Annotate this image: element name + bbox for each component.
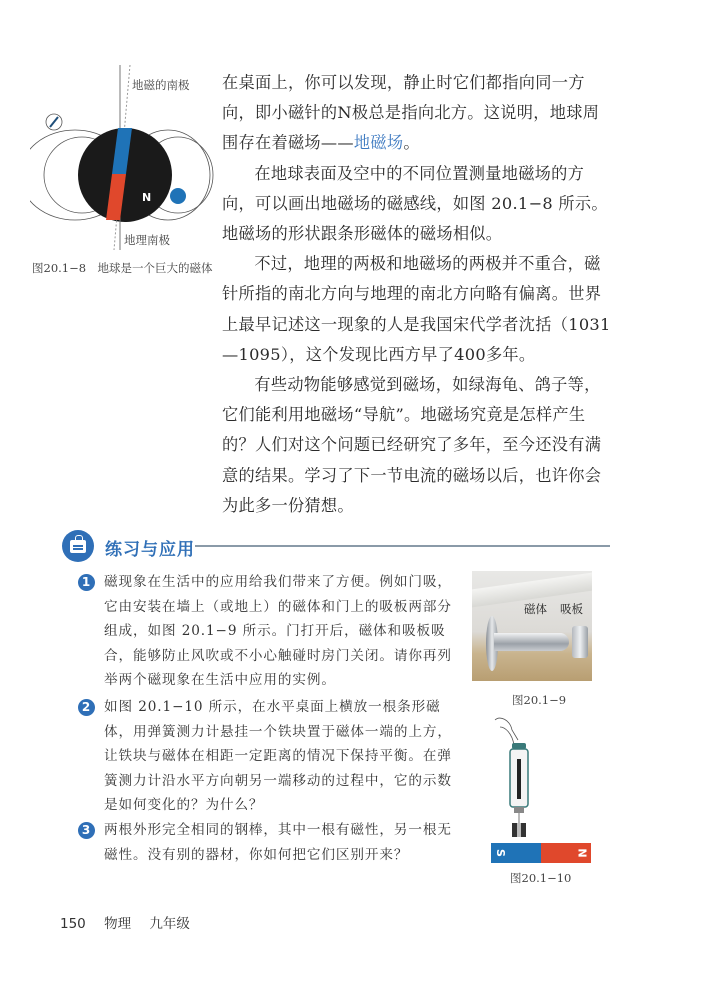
term-geomagnetic-field: 地磁场 — [353, 133, 404, 153]
figure-caption-20-1-10: 图20.1−10 — [510, 871, 572, 885]
paragraph-1: 在桌面上，你可以发现，静止时它们都指向同一方向，即小磁针的N极总是指向北方。这说明，地球周围存在着磁场——地磁场。 — [222, 73, 600, 153]
magnet-s-pole: S — [491, 843, 541, 863]
exercise-text: 两根外形完全相同的钢棒，其中一根有磁性，另一根无磁性。没有别的器材，你如何把它们区别开来？ — [104, 822, 452, 863]
body-text — [222, 68, 614, 521]
page-footer — [60, 912, 204, 932]
page-number: 150 — [60, 916, 86, 932]
label-plate: 吸板 — [560, 602, 583, 616]
exercise-text: 如图 20.1−10 所示，在水平桌面上横放一根条形磁体，用弹簧测力计悬挂一个铁块置于磁体一端的上方，让铁块与磁体在相距一定距离的情况下保持平衡。在弹簧测力计沿水平方向朝另一端移动的过程中，它的示数是如何变化的？为什么？ — [104, 699, 452, 813]
exercise-3 — [80, 818, 465, 867]
label-geomagnetic-south: 地磁的南极 — [132, 78, 190, 92]
exercise-2 — [80, 695, 465, 818]
bar-magnet — [491, 843, 591, 863]
subject: 物理 — [104, 916, 132, 932]
magnet-n-pole: N — [541, 843, 591, 863]
section-title: 练习与应用 — [105, 540, 195, 560]
earth-magnet-diagram — [30, 60, 220, 290]
paragraph-3: 不过，地理的两极和地磁场的两极并不重合，磁针所指的南北方向与地理的南北方向略有偏离。世界上最早记述这一现象的人是我国宋代学者沈括（1031—1095），这个发现比西方早了400多年。 — [222, 254, 611, 364]
paragraph-2: 在地球表面及空中的不同位置测量地磁场的方向，可以画出地磁场的磁感线，如图 20.1−8 所示。地磁场的形状跟条形磁体的磁场相似。 — [222, 163, 608, 244]
exercise-text: 磁现象在生活中的应用给我们带来了方便。例如门吸，它由安装在墙上（或地上）的磁体和门上的吸板两部分组成，如图 20.1−9 所示。门打开后，磁体和吸板吸合，能够防止风吹或不小心触碰时房门关闭。请你再列举两个磁现象在生活中应用的实例。 — [104, 574, 452, 688]
plate — [572, 626, 588, 658]
section-divider — [195, 545, 610, 547]
clipboard-icon — [62, 530, 94, 562]
paragraph-4: 有些动物能够感觉到磁场，如绿海龟、鸽子等，它们能利用地磁场“导航”。地磁场究竟是怎样产生的？人们对这个问题已经研究了多年，至今还没有满意的结果。学习了下一节电流的磁场以后，也许你会为此多一份猜想。 — [222, 375, 602, 515]
figure-caption-20-1-8: 图20.1−8 地球是一个巨大的磁体 — [32, 261, 213, 275]
magnet-body — [494, 633, 569, 651]
label-magnet: 磁体 — [524, 602, 547, 616]
figure-earth-magnet — [30, 60, 220, 290]
figure-caption-20-1-9: 图20.1−9 — [512, 693, 567, 707]
grade: 九年级 — [149, 916, 190, 932]
pole-label-s: S — [149, 112, 157, 125]
exercise-number: 1 — [78, 574, 95, 591]
label-geographic-south: 地理南极 — [124, 233, 170, 247]
exercise-number: 3 — [78, 822, 95, 839]
pole-label-n: N — [142, 191, 152, 204]
exercise-1 — [80, 570, 465, 693]
exercise-number: 2 — [78, 699, 95, 716]
figure-door-stop-photo — [472, 571, 592, 681]
